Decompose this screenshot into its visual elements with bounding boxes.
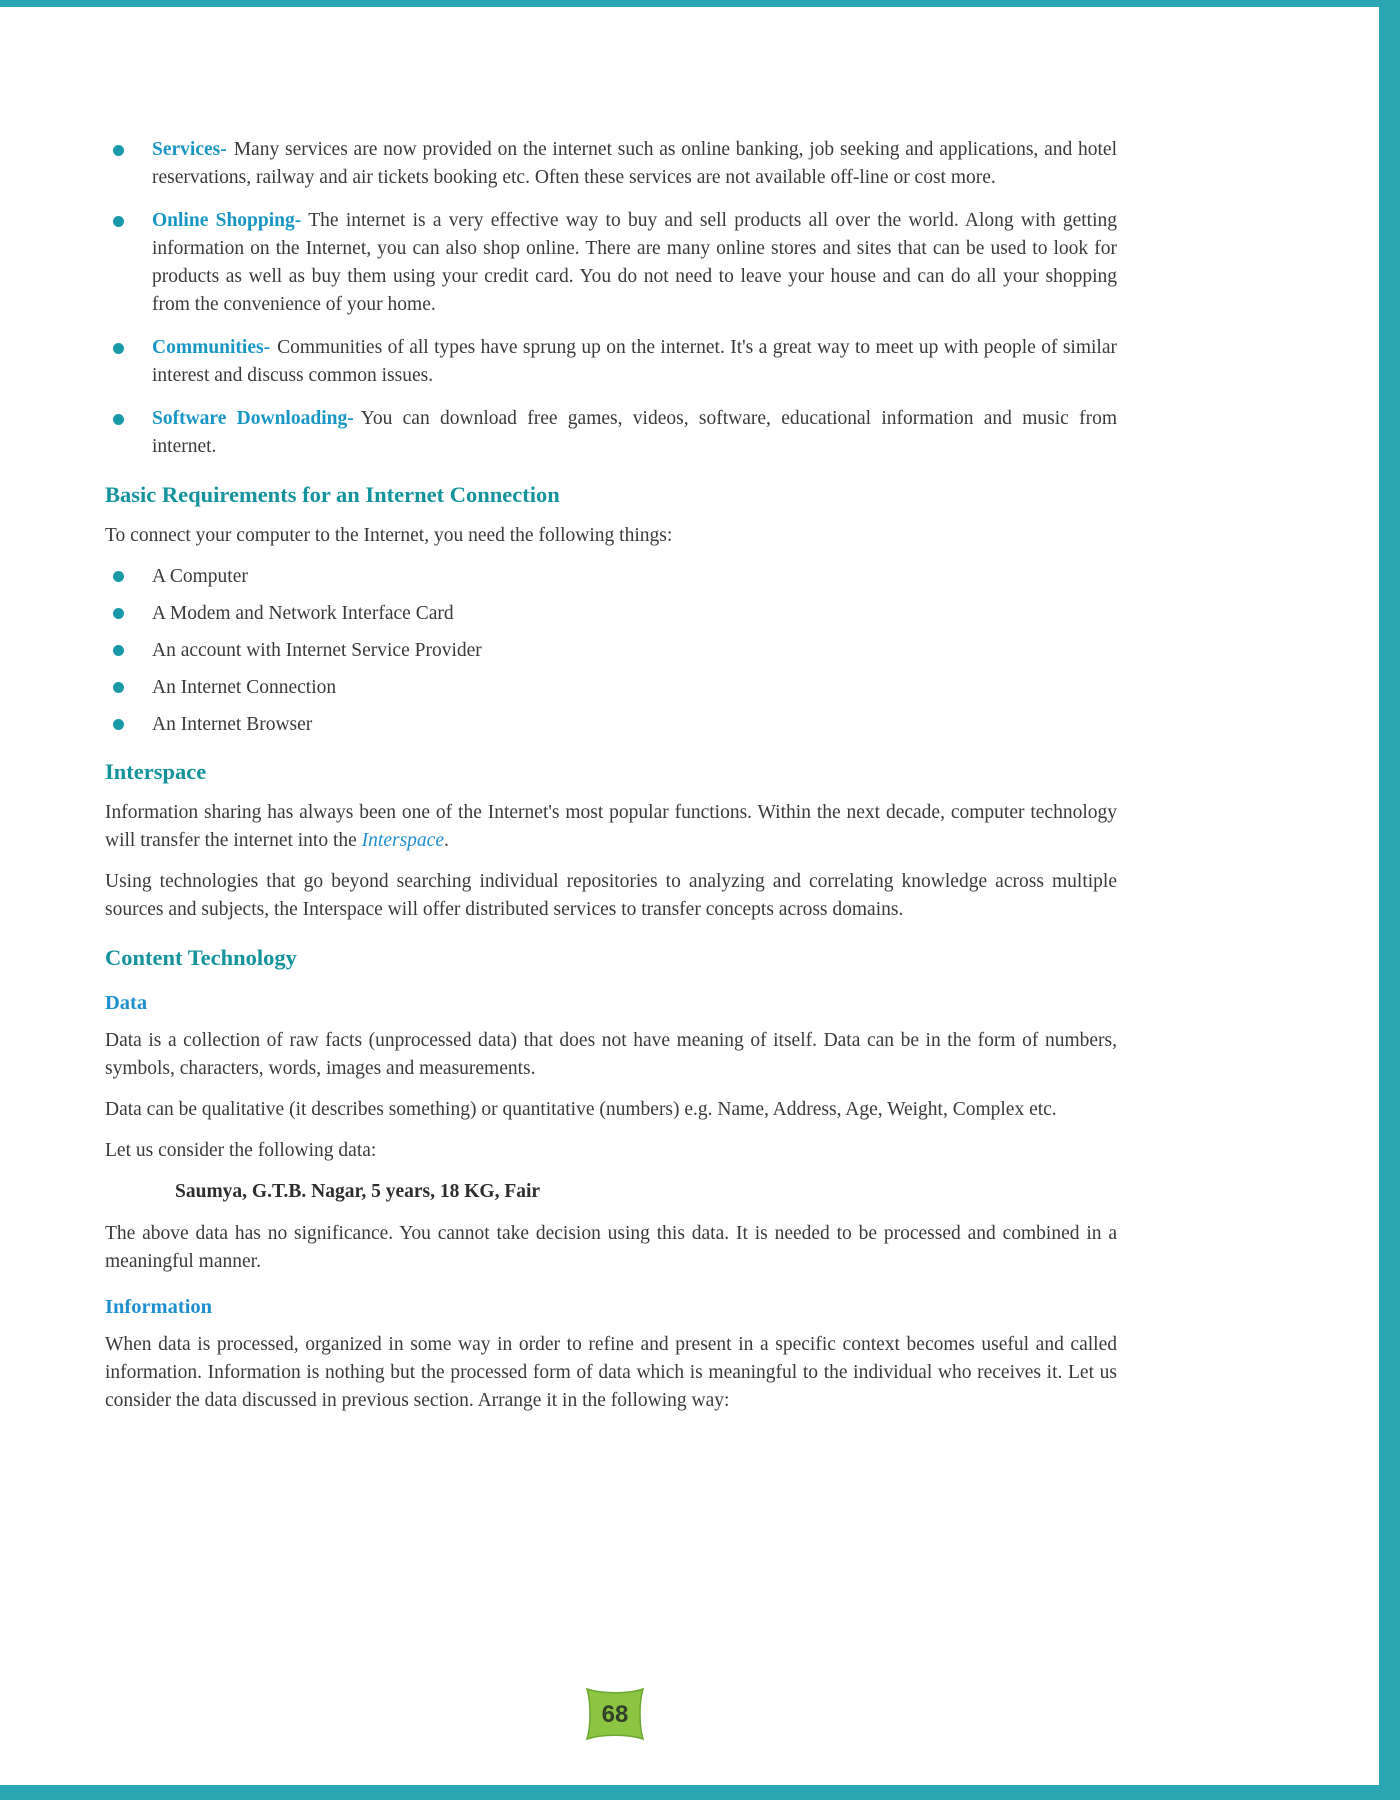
paragraph-interspace-1 bbox=[105, 799, 1117, 855]
bullet-icon bbox=[113, 608, 124, 619]
paragraph-text: . bbox=[443, 830, 449, 851]
paragraph-data-2: Data can be qualitative (it describes something) or quantitative (numbers) e.g. Name, Address, Age, Weight, Complex etc. bbox=[105, 1099, 1057, 1120]
paragraph-interspace-2: Using technologies that go beyond searching individual repositories to analyzing and correlating knowledge across multiple sources and subjects, the Interspace will offer distributed services to transfer concepts across domains. bbox=[105, 871, 1117, 920]
page-edge-top bbox=[0, 0, 1400, 7]
list-item-label: An Internet Connection bbox=[152, 677, 337, 698]
list-item-isp-account bbox=[105, 637, 1117, 664]
bullet-icon bbox=[113, 719, 124, 730]
bullet-text: The internet is a very effective way to buy and sell products all over the world. Along with getting information on the Internet, you can also shop online. There are many online stores and sites that can be used to look for products as well as buy them using your credit card. You do not need to leave your house and can do all your shopping from the convenience of your home. bbox=[152, 210, 1118, 315]
list-item-label: A Computer bbox=[152, 566, 248, 587]
bullet-icon bbox=[113, 571, 124, 582]
requirements-list bbox=[105, 563, 1117, 738]
list-item-software-downloading bbox=[105, 405, 1117, 461]
list-item-internet-connection bbox=[105, 674, 1117, 701]
list-item-online-shopping bbox=[105, 207, 1117, 319]
bullet-icon bbox=[113, 414, 124, 425]
page-edge-right bbox=[1379, 0, 1400, 1800]
bullet-icon bbox=[113, 145, 124, 156]
paragraph-text: Information sharing has always been one of the Internet's most popular functions. Within the next decade, computer technology will transfer the internet into the bbox=[105, 802, 1117, 851]
paragraph-data-4: The above data has no significance. You cannot take decision using this data. It is needed to be processed and combined in a meaningful manner. bbox=[105, 1223, 1117, 1272]
bullet-text: Communities of all types have sprung up on the internet. It's a great way to meet up with people of similar interest and discuss common issues. bbox=[152, 337, 1117, 386]
bullet-text-block bbox=[152, 405, 1117, 461]
page-number: 68 bbox=[601, 1701, 629, 1728]
sub-heading-information: Information bbox=[105, 1296, 213, 1318]
list-item-label: An Internet Browser bbox=[152, 714, 313, 735]
bullet-term: Online Shopping- bbox=[152, 210, 302, 231]
list-item-label: An account with Internet Service Provider bbox=[152, 640, 482, 661]
paragraph-information-1: When data is processed, organized in some way in order to refine and present in a specific context becomes useful and called information. Information is nothing but the processed form of data which is meaningful to the individual who receives it. Let us consider the data discussed in previous section. Arrange it in the following way: bbox=[105, 1334, 1117, 1411]
list-item-services bbox=[105, 136, 1117, 192]
interspace-italic-term: Interspace bbox=[361, 830, 444, 851]
bullet-icon bbox=[113, 343, 124, 354]
page-edge-bottom bbox=[0, 1785, 1400, 1800]
bullet-text-block bbox=[152, 334, 1117, 390]
bullet-icon bbox=[113, 645, 124, 656]
section-heading-interspace: Interspace bbox=[105, 759, 207, 784]
list-item-computer bbox=[105, 563, 1117, 590]
bullet-text: Many services are now provided on the internet such as online banking, job seeking and applications, and hotel reservations, railway and air tickets booking etc. Often these services are not available off-line or cost more. bbox=[152, 139, 1117, 188]
list-item-label: A Modem and Network Interface Card bbox=[152, 603, 454, 624]
paragraph-requirements-intro: To connect your computer to the Internet, you need the following things: bbox=[105, 525, 673, 546]
bullet-term: Services- bbox=[152, 139, 227, 160]
sub-heading-data: Data bbox=[105, 992, 148, 1014]
bullet-term: Communities- bbox=[152, 337, 271, 358]
bullet-term: Software Downloading- bbox=[152, 408, 354, 429]
paragraph-data-1: Data is a collection of raw facts (unprocessed data) that does not have meaning of itself. Data can be in the form of numbers, symbols, characters, words, images and measurements. bbox=[105, 1030, 1117, 1079]
page-number-badge bbox=[583, 1684, 647, 1744]
list-item-communities bbox=[105, 334, 1117, 390]
page-content bbox=[105, 136, 1117, 1428]
bullet-text-block bbox=[152, 207, 1117, 319]
list-item-internet-browser bbox=[105, 711, 1117, 738]
bullet-icon bbox=[113, 216, 124, 227]
bullet-text: You can download free games, videos, software, educational information and music from internet. bbox=[152, 408, 1117, 457]
section-heading-content-technology: Content Technology bbox=[105, 945, 297, 970]
data-sample-line: Saumya, G.T.B. Nagar, 5 years, 18 KG, Fair bbox=[175, 1181, 541, 1202]
paragraph-data-3: Let us consider the following data: bbox=[105, 1140, 377, 1161]
list-item-modem bbox=[105, 600, 1117, 627]
bullet-icon bbox=[113, 682, 124, 693]
bullet-text-block bbox=[152, 136, 1117, 192]
section-heading-basic-requirements: Basic Requirements for an Internet Connection bbox=[105, 482, 560, 507]
